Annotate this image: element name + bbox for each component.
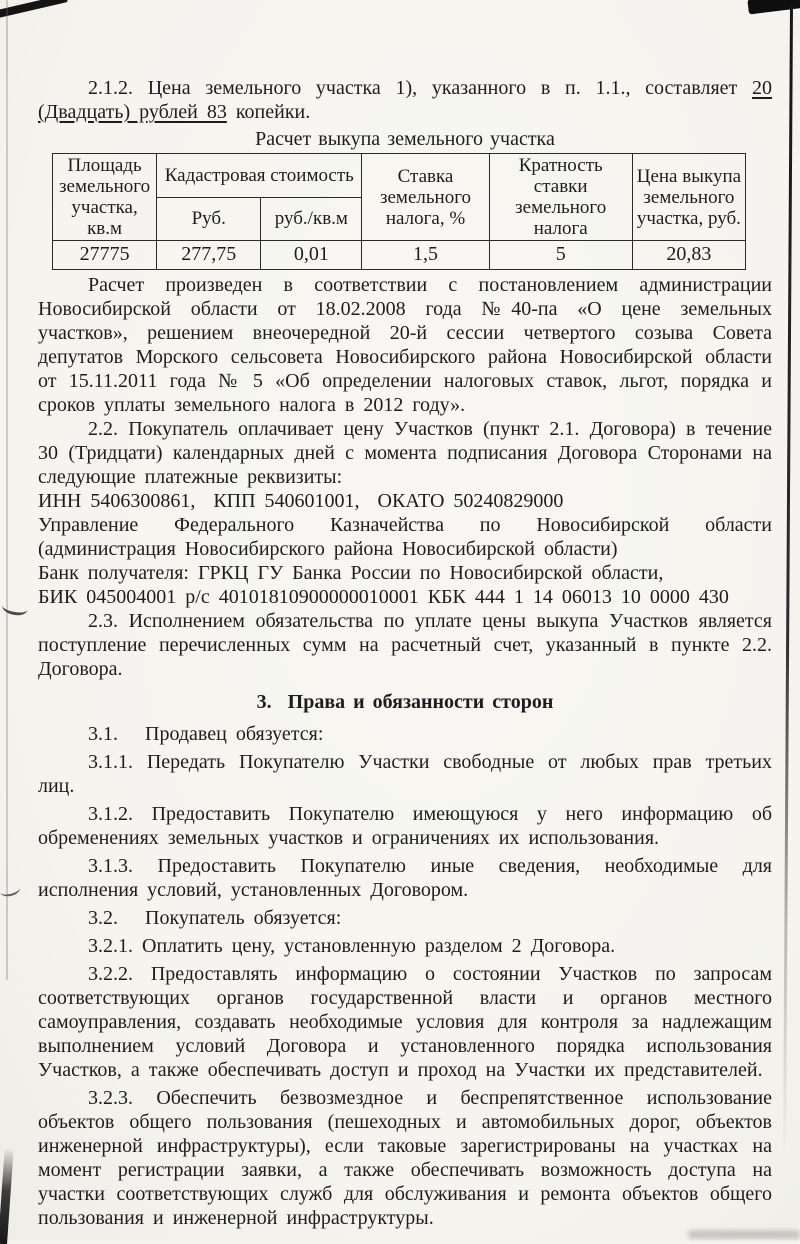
clause-2-1-2-suffix: копейки. xyxy=(226,101,311,123)
clause-3-1-2: 3.1.2. Предоставить Покупателю имеющуюся у него информацию об обременениях земельных участков и ограничениях их использования. xyxy=(38,803,772,849)
clause-3-1-3: 3.1.3. Предоставить Покупателю иные сведения, необходимые для исполнения условий, установленных Договором. xyxy=(38,855,772,901)
buyout-calculation-table xyxy=(52,153,746,270)
scan-artifact-top-right-blob xyxy=(747,0,800,14)
col-header-cadastral-rub-per-sqm: руб./кв.м xyxy=(261,197,362,241)
clause-2-1-2 xyxy=(38,76,772,124)
col-header-cadastral: Кадастровая стоимость xyxy=(157,154,362,198)
clause-3-2-1: 3.2.1. Оплатить цену, установленную разделом 2 Договора. xyxy=(88,935,616,957)
clause-3-2-2: 3.2.2. Предоставлять информацию о состоянии Участков по запросам соответствующих органов государственной власти и органов местного самоуправления, создавать необходимые условия для контроля за надлежащим выполнением условий Договора и установленного порядка использования Участков, а также обеспечивать доступ и проход на Участки их представителей. xyxy=(38,963,772,1081)
clause-3-2: 3.2. Покупатель обязуется: xyxy=(88,907,342,929)
col-header-multiplier: Кратность ставки земельного налога xyxy=(489,154,632,241)
document-content xyxy=(38,76,772,1230)
scan-artifact-left-curl-lower xyxy=(0,882,21,898)
cell-cadastral-rub-per-sqm: 0,01 xyxy=(261,241,362,270)
payment-bik-line: БИК 045004001 р/с 40101810900000010001 КБК 444 1 14 06013 10 0000 430 xyxy=(38,586,729,608)
clause-2-1-2-underlined-amount: 20 (Двадцать) рублей 83 xyxy=(38,77,772,123)
table-title: Расчет выкупа земельного участка xyxy=(255,128,555,150)
col-header-tax-rate: Ставка земельного налога, % xyxy=(362,154,489,241)
clause-2-3: 2.3. Исполнением обязательства по уплате цены выкупа Участков является поступление перечисленных сумм на расчетный счет, указанный в пункте 2.2. Договора. xyxy=(38,610,772,680)
cell-area: 27775 xyxy=(53,241,157,270)
cell-multiplier: 5 xyxy=(489,241,632,270)
scan-artifact-top-left-mark xyxy=(0,0,68,20)
payment-inn-line: ИНН 5406300861, КПП 540601001, ОКАТО 50240829000 xyxy=(38,490,564,512)
col-header-cadastral-rub: Руб. xyxy=(157,197,261,241)
section-3-heading: 3. Права и обязанности сторон xyxy=(256,691,554,713)
table-row xyxy=(53,241,746,270)
clause-2-2: 2.2. Покупатель оплачивает цену Участков (пункт 2.1. Договора) в течение 30 (Тридцати) календарных дней с момента подписания Договора Сторонами на следующие платежные реквизиты: xyxy=(38,418,772,488)
clause-2-1-2-prefix: 2.1.2. Цена земельного участка 1), указанного в п. 1.1., составляет xyxy=(88,77,752,99)
payment-bank-line: Банк получателя: ГРКЦ ГУ Банка России по Новосибирской области, xyxy=(38,562,664,584)
scan-artifact-bottom-left-streak xyxy=(0,1148,14,1244)
cell-cadastral-rub: 277,75 xyxy=(157,241,261,270)
payment-treasury-line: Управление Федерального Казначейства по Новосибирской области (администрация Новосибирского района Новосибирской области) xyxy=(38,514,772,560)
col-header-area: Площадь земельного участка, кв.м xyxy=(53,154,157,241)
scan-artifact-bottom-smudge xyxy=(688,1230,800,1239)
clause-calc-basis: Расчет произведен в соответствии с постановлением администрации Новосибирской области от 18.02.2008 года №40-па «О цене земельных участков», решением внеочередной 20-й сессии четвертого созыва Совета депутатов Морского сельсовета Новосибирского района Новосибирской области от 15.11.2011 года № 5 «Об определении налоговых ставок, льгот, порядка и сроков уплаты земельного налога в 2012 году». xyxy=(38,274,772,416)
scan-artifact-left-curl-upper xyxy=(1,598,29,617)
scan-artifact-left-edge-line xyxy=(6,0,8,980)
cell-tax-rate: 1,5 xyxy=(362,241,489,270)
cell-price: 20,83 xyxy=(632,241,745,270)
col-header-price: Цена выкупа земельного участка, руб. xyxy=(632,154,745,241)
clause-3-1-1: 3.1.1. Передать Покупателю Участки свободные от любых прав третьих лиц. xyxy=(38,751,772,797)
clause-3-1: 3.1. Продавец обязуется: xyxy=(88,723,324,745)
clause-3-2-3: 3.2.3. Обеспечить безвозмездное и беспрепятственное использование объектов общего пользования (пешеходных и автомобильных дорог, объектов инженерной инфраструктуры), если таковые зарегистрированы на участках на момент регистрации заявки, а также обеспечивать возможность доступа на участки соответствующих служб для обслуживания и ремонта объектов общего пользования и инженерной инфраструктуры. xyxy=(38,1087,772,1229)
scan-artifact-right-edge-line xyxy=(782,6,792,1156)
